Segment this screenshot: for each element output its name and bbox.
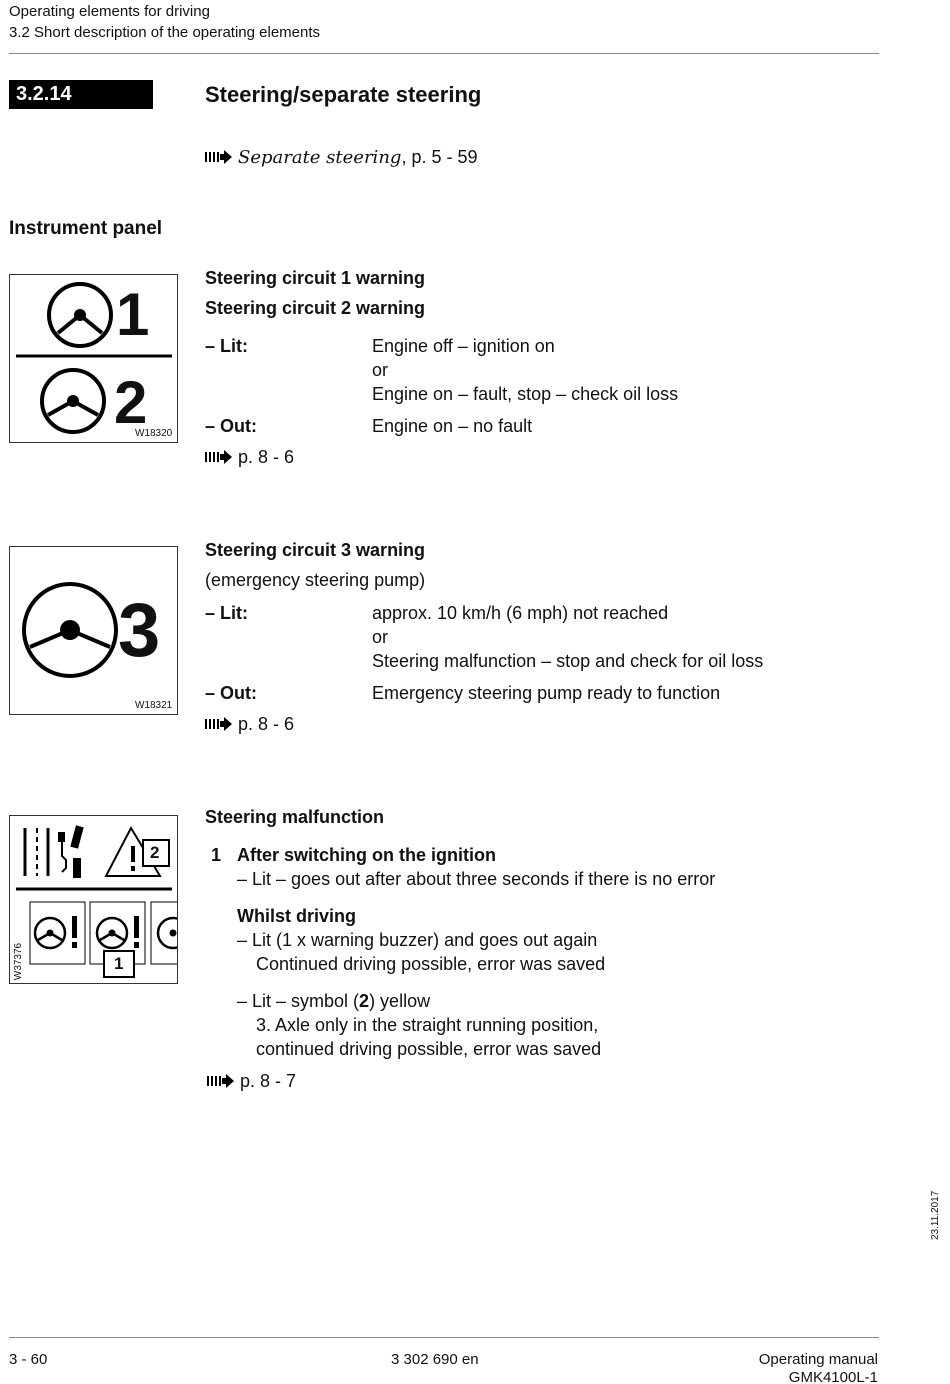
instrument-panel-heading: Instrument panel (9, 218, 163, 239)
reference-page: p. 8 - 6 (238, 714, 295, 734)
symbol-number-1: 1 (114, 954, 124, 973)
lit-text-2: Engine on – fault, stop – check oil loss (372, 384, 679, 404)
out-text: Emergency steering pump ready to function (372, 683, 721, 703)
whilst-driving-text-2: Continued driving possible, error was saved (256, 954, 606, 974)
steering-malfunction-icon (10, 816, 178, 984)
out-text: Engine on – no fault (372, 416, 533, 436)
figure-steering-circuit-1-2 (9, 274, 178, 443)
reference-arrow-icon (205, 450, 232, 464)
circuit-1-title: Steering circuit 1 warning (205, 268, 426, 288)
circuit-3-digit: 3 (118, 588, 161, 673)
reference-page: , p. 5 - 59 (401, 147, 478, 167)
header-chapter: Operating elements for driving (9, 3, 210, 20)
out-label: – Out: (205, 416, 257, 436)
reference-arrow-icon (207, 1074, 234, 1088)
footer-manual: Operating manual (758, 1351, 878, 1368)
circuit-2-title: Steering circuit 2 warning (205, 298, 426, 318)
lit-text: approx. 10 km/h (6 mph) not reached (372, 603, 669, 623)
symbol-number-2: 2 (150, 843, 160, 862)
figure-code: W18321 (135, 700, 173, 711)
reference-arrow-icon (205, 717, 232, 731)
section-number: 3.2.14 (9, 80, 153, 109)
symbol-2-text-2: 3. Axle only in the straight running position, (256, 1015, 599, 1035)
whilst-driving-title: Whilst driving (237, 906, 356, 926)
page-reference[interactable] (207, 1069, 296, 1093)
lit-or: or (372, 360, 389, 380)
cross-reference[interactable] (205, 145, 477, 170)
header-section: 3.2 Short description of the operating elements (9, 24, 321, 41)
steering-wheel-icon (10, 275, 178, 443)
header-rule (9, 53, 879, 54)
footer-model: GMK4100L-1 (788, 1369, 878, 1384)
lit-text-2: Steering malfunction – stop and check for oil loss (372, 651, 764, 671)
circuit-3-title: Steering circuit 3 warning (205, 540, 426, 560)
section-title: Steering/separate steering (205, 82, 482, 107)
side-date: 23.11.2017 (930, 1190, 941, 1240)
item-number: 1 (211, 845, 222, 865)
footer-doc-number: 3 302 690 en (391, 1351, 479, 1368)
figure-code: W37376 (13, 942, 25, 981)
lit-label: – Lit: (205, 603, 248, 623)
item-text: – Lit – goes out after about three seconds if there is no error (237, 869, 716, 889)
lit-label: – Lit: (205, 336, 248, 356)
reference-page: p. 8 - 7 (240, 1071, 297, 1091)
figure-steering-malfunction (9, 815, 178, 984)
whilst-driving-text: – Lit (1 x warning buzzer) and goes out again (237, 930, 598, 950)
circuit-2-digit: 2 (114, 369, 148, 436)
circuit-3-subtitle: (emergency steering pump) (205, 570, 426, 590)
figure-code: W18320 (135, 428, 173, 439)
symbol-2-text: – Lit – symbol (2) yellow (237, 991, 431, 1011)
figure-steering-circuit-3 (9, 546, 178, 715)
footer-rule (9, 1337, 879, 1338)
circuit-1-digit: 1 (116, 281, 150, 348)
reference-page: p. 8 - 6 (238, 447, 295, 467)
page-reference[interactable] (205, 712, 294, 736)
lit-or: or (372, 627, 389, 647)
lit-text: Engine off – ignition on (372, 336, 555, 356)
footer-page-number: 3 - 60 (9, 1351, 48, 1368)
out-label: – Out: (205, 683, 257, 703)
page-reference[interactable] (205, 445, 294, 469)
symbol-2-text-3: continued driving possible, error was saved (256, 1039, 602, 1059)
item-title: After switching on the ignition (237, 845, 496, 865)
reference-title: Separate steering (238, 147, 402, 168)
reference-arrow-icon (205, 150, 232, 164)
steering-malfunction-title: Steering malfunction (205, 807, 385, 827)
